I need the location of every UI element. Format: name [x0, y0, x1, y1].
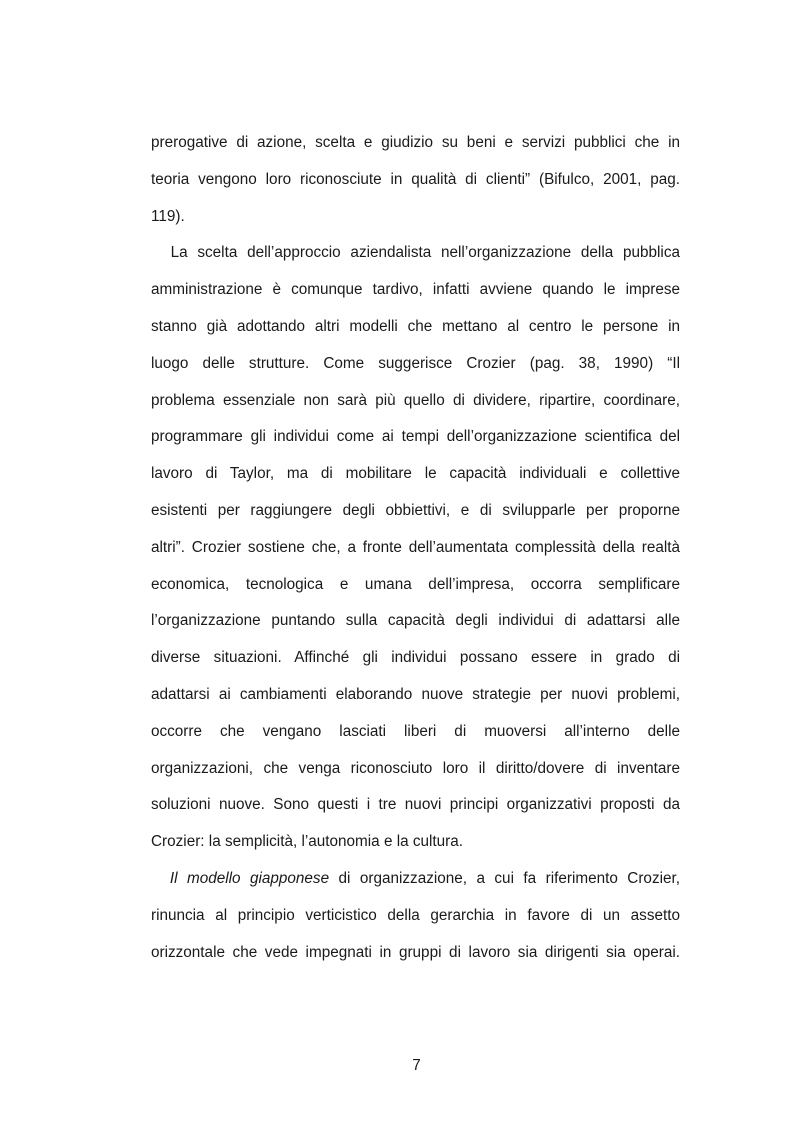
- text-line: prerogative di azione, scelta e giudizio su beni e servizi pubblici che in: [151, 134, 680, 151]
- text-line: occorre che vengano lasciati liberi di muoversi all’interno delle: [151, 722, 680, 740]
- text-line: programmare gli individui come ai tempi dell’organizzazione scientifica del: [151, 428, 680, 446]
- italic-phrase: Il modello giapponese: [151, 869, 330, 887]
- text-line: luogo delle strutture. Come suggerisce Crozier (pag. 38, 1990) “Il: [151, 354, 680, 372]
- text-line: organizzazioni, che venga riconosciuto loro il diritto/dovere di inventare: [151, 759, 680, 777]
- text-line: lavoro di Taylor, ma di mobilitare le capacità individuali e collettive: [151, 465, 680, 483]
- text-line: Crozier: la semplicità, l’autonomia e la cultura.: [151, 833, 464, 851]
- text-line: amministrazione è comunque tardivo, infatti avviene quando le imprese: [151, 281, 680, 299]
- text-line: adattarsi ai cambiamenti elaborando nuove strategie per nuovi problemi,: [151, 685, 680, 703]
- page-number: 7: [412, 1057, 421, 1074]
- text-line: orizzontale che vede impegnati in gruppi di lavoro sia dirigenti sia operai.: [151, 943, 680, 961]
- text-line: teoria vengono loro riconosciute in qualità di clienti” (Bifulco, 2001, pag.: [151, 170, 680, 188]
- text-line: La scelta dell’approccio aziendalista nell’organizzazione della pubblica: [151, 244, 680, 262]
- text-line: l’organizzazione puntando sulla capacità degli individui di adattarsi alle: [151, 612, 680, 630]
- text-line: diverse situazioni. Affinché gli individui possano essere in grado di: [151, 649, 680, 667]
- text-line: soluzioni nuove. Sono questi i tre nuovi principi organizzativi proposti da: [151, 796, 680, 814]
- text-line: stanno già adottando altri modelli che mettano al centro le persone in: [151, 317, 680, 335]
- text-line: esistenti per raggiungere degli obbiettivi, e di svilupparle per proporne: [151, 501, 680, 519]
- text-line: economica, tecnologica e umana dell’impresa, occorra semplificare: [151, 575, 680, 593]
- body-text: [151, 127, 680, 973]
- text-line-rest: di organizzazione, a cui fa riferimento Crozier,: [329, 869, 680, 887]
- text-line: altri”. Crozier sostiene che, a fronte dell’aumentata complessità della realtà: [151, 538, 680, 556]
- text-line: problema essenziale non sarà più quello di dividere, ripartire, coordinare,: [151, 391, 680, 409]
- text-line: [151, 863, 680, 900]
- text-line: 119).: [151, 207, 185, 225]
- text-line: rinuncia al principio verticistico della gerarchia in favore di un assetto: [151, 906, 680, 924]
